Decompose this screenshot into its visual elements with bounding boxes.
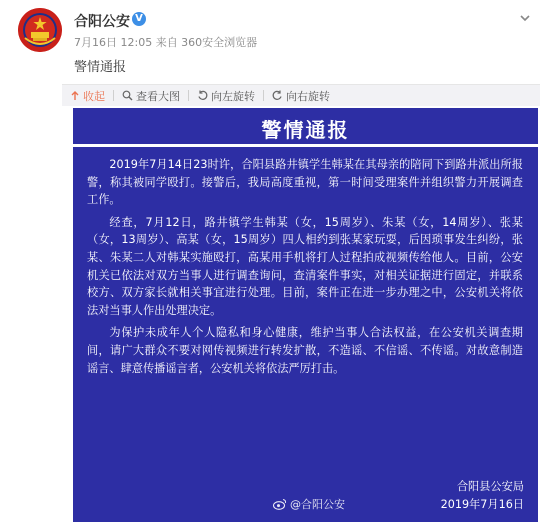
collapse-button[interactable] [70,88,105,104]
weibo-watermark [273,496,345,512]
title-rule [73,144,538,147]
avatar[interactable] [18,8,62,52]
notice-title: 警情通报 [261,118,350,142]
rotate-left-button[interactable] [197,88,255,104]
rotate-right-icon [272,90,283,101]
signature [441,478,524,514]
signature-org: 合阳县公安局 [456,480,524,493]
collapse-label: 收起 [83,89,105,103]
arrow-up-icon [70,91,80,101]
divider [188,90,189,101]
image-toolbar [62,84,540,106]
view-large-button[interactable] [122,88,180,104]
post-meta: 7月16日 12:05 来自 360安全浏览器 [74,36,258,49]
view-large-label: 查看大图 [136,89,180,103]
verified-badge-icon: V [132,12,146,26]
rotate-left-label: 向左旋转 [211,89,255,103]
watermark-text: @合阳公安 [290,498,345,511]
rotate-right-button[interactable] [272,88,330,104]
notice-paragraph: 2019年7月14日23时许，合阳县路井镇学生韩某在其母亲的陪同下到路井派出所报警，称其被同学殴打。接警后，我局高度重视，第一时间受理案件并组织警力开展调查工作。 [87,158,523,207]
post-text: 警情通报 [74,60,127,75]
chevron-down-icon[interactable] [518,10,532,24]
signature-date: 2019年7月16日 [440,498,524,511]
notice-paragraph: 经查，7月12日，路井镇学生韩某（女，15周岁）、朱某（女，14周岁）、张某（女，13周岁）、高某（女，15周岁）四人相约到张某家玩耍，后因琐事发生纠纷，张某、朱某二人对韩某实施殴打，高某用手机将打人过程拍成视频传给他人。目前，公安机关已依法对双方当事人进行调查询问，查清案件事实，对相关证据进行固定，并联系校方、双方家长就相关事宜进行处理。目前，案件正在进一步办理之中，公安机关将依法对当事人作出处理决定。 [87,215,523,317]
username[interactable]: 合阳公安 [74,14,130,30]
notice-image[interactable] [73,108,538,522]
notice-body [87,156,523,382]
rotate-left-icon [197,90,208,101]
magnifier-icon [122,90,133,101]
divider [263,90,264,101]
police-emblem-icon [18,8,62,52]
rotate-right-label: 向右旋转 [286,89,330,103]
notice-paragraph: 为保护未成年人个人隐私和身心健康，维护当事人合法权益，在公安机关调查期间，请广大群众不要对网传视频进行转发扩散，不造谣、不信谣、不传谣。对故意制造谣言、肆意传播谣言者，公安机关将依法严厉打击。 [87,326,523,375]
divider [113,90,114,101]
weibo-logo-icon [273,498,287,510]
